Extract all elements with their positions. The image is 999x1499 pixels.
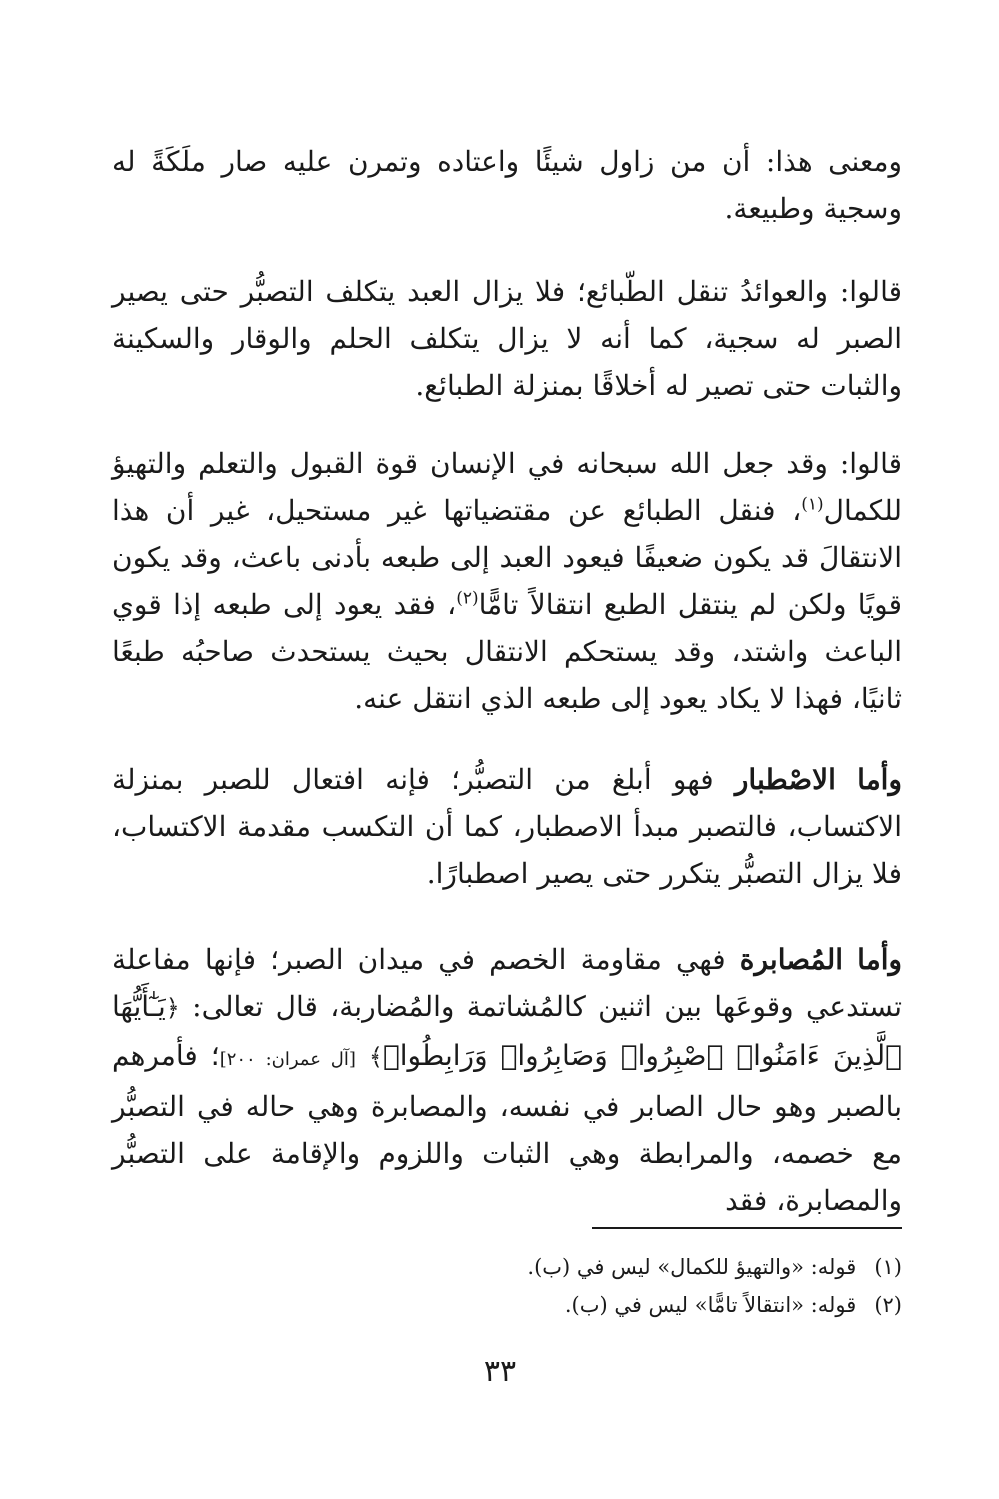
paragraph-5-rest-1: فهي مقاومة الخصم في ميدان الصبر؛ فإنها مفاعلة تستدعي وقوعَها بين اثنين كالمُشاتمة والمُضاربة، قال تعالى: [112,943,903,1023]
paragraph-2 [112,268,902,409]
paragraph-5-term: المُصابرة [739,943,844,976]
paragraph-2-text: قالوا: والعوائدُ تنقل الطّبائع؛ فلا يزال العبد يتكلف التصبُّر حتى يصير الصبر له سجية، كما أنه لا يزال يتكلف الحلم والوقار والسكينة والثبات حتى تصير له أخلاقًا بمنزلة الطبائع. [112,275,903,402]
footnote-ref-2[interactable]: (٢) [456,588,479,609]
paragraph-3-part-3: ، فقد يعود إلى طبعه إذا قوي الباعث واشتد، وقد يستحكم الانتقال بحيث يستحدث صاحبُه طبعًا ثانيًا، فهذا لا يكاد يعود إلى طبعه الذي انتقل عنه. [112,588,902,715]
paragraph-3-part-2: ، فنقل الطبائع عن مقتضياتها غير مستحيل، غير أن هذا الانتقالَ قد يكون ضعيفًا فيعود العبد إلى طبعه بأدنى باعث، وقد يكون قويًا ولكن لم ينتقل الطبع انتقالاً تامًّا [112,494,902,621]
paragraph-5-lead: وأما [857,943,903,976]
footnote-2-number: (٢) [874,1293,902,1317]
paragraph-3-part-1: قالوا: وقد جعل الله سبحانه في الإنسان قوة القبول والتعلم والتهيؤ للكمال [112,447,902,527]
footnote-2-text: قوله: «انتقالاً تامًّا» ليس في (ب). [564,1293,857,1317]
footnote-1-number: (١) [874,1255,902,1279]
paragraph-5 [112,936,902,1224]
verse-citation: [آل عمران: ٢٠٠] [219,1049,356,1070]
footnote-2 [500,1290,902,1320]
footnote-divider [592,1227,902,1229]
paragraph-4 [112,756,902,897]
paragraph-5-rest-2: ؛ فأمرهم بالصبر وهو حال الصابر في نفسه، والمصابرة وهي حاله في التصبُّر مع خصمه، والمرابطة وهي الثبات واللزوم والإقامة على التصبُّر والمصابرة، فقد [112,1039,902,1217]
footnote-ref-1[interactable]: (١) [801,494,824,515]
paragraph-4-rest: فهو أبلغ من التصبُّر؛ فإنه افتعال للصبر بمنزلة الاكتساب، فالتصبر مبدأ الاصطبار، كما أن التكسب مقدمة الاكتساب، فلا يزال التصبُّر يتكرر حتى يصير اصطبارًا. [112,763,902,890]
paragraph-3 [112,440,902,722]
paragraph-4-term: الاصْطبار [734,763,836,796]
paragraph-1-text: ومعنى هذا: أن من زاول شيئًا واعتاده وتمرن عليه صار ملَكَةً له وسجية وطبيعة. [112,145,902,225]
page-number: ٣٣ [483,1354,517,1389]
quran-bracket-close: ﴾ [368,1043,383,1071]
footnote-1 [500,1252,902,1282]
quran-verse: يَـٰٓأَيُّهَا ٱلَّذِينَ ءَامَنُوا۟ ٱصْبِرُوا۟ وَصَابِرُوا۟ وَرَابِطُوا۟ [112,990,902,1072]
footnote-1-text: قوله: «والتهيؤ للكمال» ليس في (ب). [527,1255,857,1279]
quran-bracket-open: ﴿ [165,994,180,1022]
paragraph-4-lead: وأما [857,763,902,796]
paragraph-1 [112,138,902,232]
